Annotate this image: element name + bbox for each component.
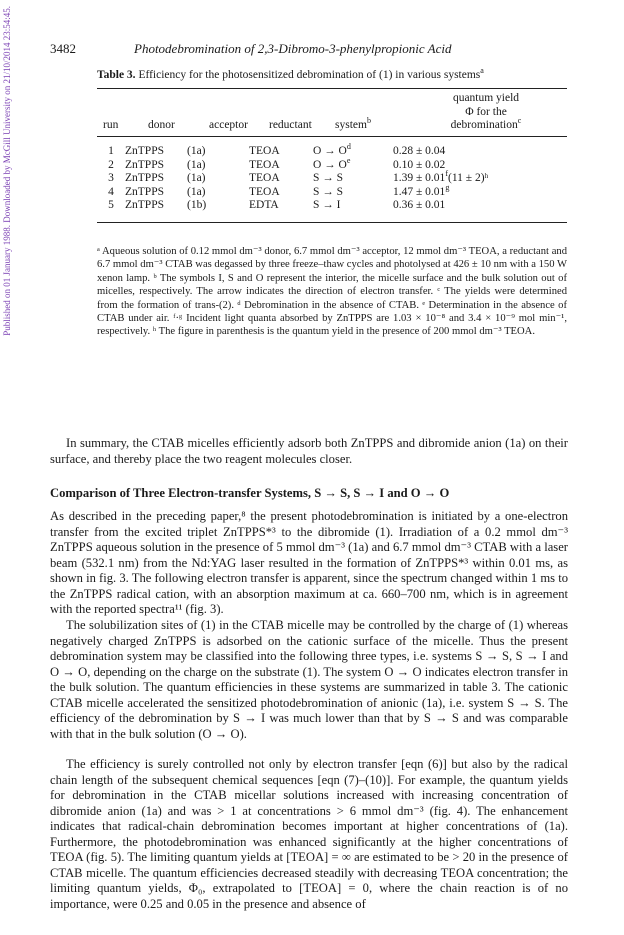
cell-donor: ZnTPPS <box>125 145 164 157</box>
table-caption-sup: a <box>480 66 484 76</box>
cell-run: 3 <box>108 172 114 184</box>
qy-head-1: quantum yield <box>452 92 520 104</box>
cell-donor: ZnTPPS <box>125 185 164 198</box>
cell-donor: ZnTPPS <box>125 158 164 171</box>
cell-system: $O \to O^d$ <box>313 142 351 157</box>
table-bottom-rule <box>97 222 567 223</box>
header-quantum-yield <box>421 92 551 133</box>
table-header-rule <box>97 136 567 137</box>
cell-donor: ZnTPPS <box>125 172 164 184</box>
header-reductant: reductant <box>269 119 312 131</box>
cell-reductant: TEOA <box>249 172 280 184</box>
cell-acceptor: (1b) <box>187 199 207 211</box>
cell-run: 2 <box>108 158 114 171</box>
cell-reductant: TEOA <box>249 158 280 171</box>
table-caption <box>97 66 484 81</box>
cell-run: 5 <box>108 199 114 211</box>
cell-donor: ZnTPPS <box>125 199 164 211</box>
cell-reductant: TEOA <box>249 185 280 198</box>
cell-acceptor: (1a) <box>187 185 206 198</box>
table-row <box>97 172 567 186</box>
header-acceptor: acceptor <box>209 119 248 131</box>
running-title: Photodebromination of 2,3-Dibromo-3-phenylpropionic Acid <box>134 41 452 56</box>
cell-acceptor: (1a) <box>187 158 206 171</box>
cell-system: S → S <box>313 185 344 198</box>
cell-quantum-yield: 0.36 ± 0.01 <box>393 199 446 211</box>
table-row <box>97 186 567 200</box>
cell-quantum-yield: 0.28 ± 0.04 <box>393 145 446 157</box>
cell-reductant: EDTA <box>249 199 279 211</box>
table-label: Table 3. <box>97 69 136 81</box>
table-top-rule <box>97 88 567 89</box>
table-caption-text: Efficiency for the photosensitized debromination of (1) in various systems <box>138 69 481 81</box>
header-donor: donor <box>148 119 175 131</box>
cell-reductant: TEOA <box>249 145 280 157</box>
results-table <box>97 142 567 213</box>
paragraph-3: The efficiency is surely controlled not only by electron transfer [eqn (6)] but also by the radical chain length of the subsequent chemical sequences [eqn (7)–(10)]. For example, the quantum yields for debromination in the CTAB micellar solutions increased with increasing concentration of dibromide anion (1a) and was > 1 at concentrations > 6 mmol dm⁻³ (fig. 4). The enhancement indicates that radical-chain debromination becomes important at higher concentrations of (1a). Furthermore, the photodebromination was enhanced significantly at the higher concentrations of TEOA (fig. 5). The limiting quantum yields at [TEOA] = ∞ are estimated to be > 20 in the presence of CTAB micelle. The quantum efficiencies decreased steadily with decreasing TEOA concentration; the limiting quantum yields, Φ₀, extrapolated to [TEOA] = 0, where the chain reaction is of no importance, were 0.25 and 0.05 in the presence and absence of <box>50 757 568 911</box>
cell-acceptor: (1a) <box>187 172 206 184</box>
cell-quantum-yield: 1.47 ± 0.01$^g$ <box>393 182 450 198</box>
table-row <box>97 199 567 213</box>
cell-quantum-yield: 0.10 ± 0.02 <box>393 158 446 171</box>
summary-paragraph: In summary, the CTAB micelles efficiently adsorb both ZnTPPS and dibromide anion (1a) on their surface, and thereby place the two reagent molecules closer. <box>50 436 568 466</box>
cell-run: 1 <box>108 145 114 157</box>
download-watermark-text: Published on 01 January 1988. Downloaded by McGill University on 21/10/2014 23:54:45. <box>2 6 12 336</box>
qy-head-2: Φ for the <box>465 105 507 118</box>
table-footnote: ᵃ Aqueous solution of 0.12 mmol dm⁻³ donor, 6.7 mmol dm⁻³ acceptor, 12 mmol dm⁻³ TEOA, a reductant and 6.7 mmol dm⁻³ CTAB was degassed by three freeze–thaw cycles and photolysed at 426 ± 10 nm with a 150 W xenon lamp. ᵇ The symbols I, S and O represent the interior, the micelle surface and the bulk solution out of micelles, respectively. The arrow indicates the direction of electron transfer. ᶜ The yields were determined from the formation of trans-(2). ᵈ Debromination in the absence of CTAB. ᵉ Determination in the absence of CTAB under air. ᶠ·ᵍ Incident light quanta absorbed by ZnTPPS are 1.03 × 10⁻⁸ and 3.4 × 10⁻⁹ mol min⁻¹, respectively. ʰ The figure in parenthesis is the quantum yield in the presence of 200 mmol dm⁻³ TEOA. <box>97 246 567 338</box>
paragraph-1: As described in the preceding paper,⁸ the present photodebromination is initiated by a one-electron transfer from the excited triplet ZnTPPS*³ to the dibromide (1). Irradiation of a 0.2 mmol dm⁻³ ZnTPPS aqueous solution in the presence of 5 mmol dm⁻³ (1a) and 6.7 mmol dm⁻³ CTAB with a laser beam (532.1 nm) from the Nd:YAG laser resulted in the formation of ZnTPPS*³ within 0.01 ms, as shown in fig. 3. The following electron transfer is apparent, since the spectrum changed within 1 ms to the ZnTPPS radical cation, with an absorption maximum at ca. 660–700 nm, which is in agreement with the reported spectra¹¹ (fig. 3). <box>50 509 568 616</box>
paragraph-2: The solubilization sites of (1) in the CTAB micelle may be controlled by the charge of (1) whereas negatively charged ZnTPPS is adsorbed on the cationic surface of the micelle. Thus the present debromination system may be classified into the following three types, i.e. systems S → S, S → I and O → O, depending on the charge on the substrate (1). The system O → O indicates electron transfer in the bulk solution. The quantum efficiencies in these systems are summarized in table 3. The cationic CTAB micelle accelerated the sensitized photodebromination of anionic (1a), i.e. system S → S. The efficiency of the debromination by S → I was much lower than that by S → S and was comparable with that in the bulk solution (O → O). <box>50 618 568 741</box>
cell-system: $O \to O^e$ <box>313 155 351 171</box>
download-watermark <box>0 0 14 430</box>
cell-run: 4 <box>108 185 114 198</box>
header-run: run <box>103 119 119 131</box>
cell-system: S → I <box>313 199 341 211</box>
table-row <box>97 145 567 159</box>
qy-head-3: debromination$^c$ <box>450 116 522 131</box>
cell-acceptor: (1a) <box>187 145 206 157</box>
page-number: 3482 <box>50 41 76 56</box>
table-row <box>97 159 567 173</box>
section-heading: Comparison of Three Electron-transfer Systems, S → S, S → I and O → O <box>50 486 450 500</box>
cell-system: S → S <box>313 172 344 184</box>
cell-quantum-yield: 1.39 ± 0.01$^f$(11 ± 2)ʰ <box>393 169 489 184</box>
header-system: system$^b$ <box>335 116 371 131</box>
